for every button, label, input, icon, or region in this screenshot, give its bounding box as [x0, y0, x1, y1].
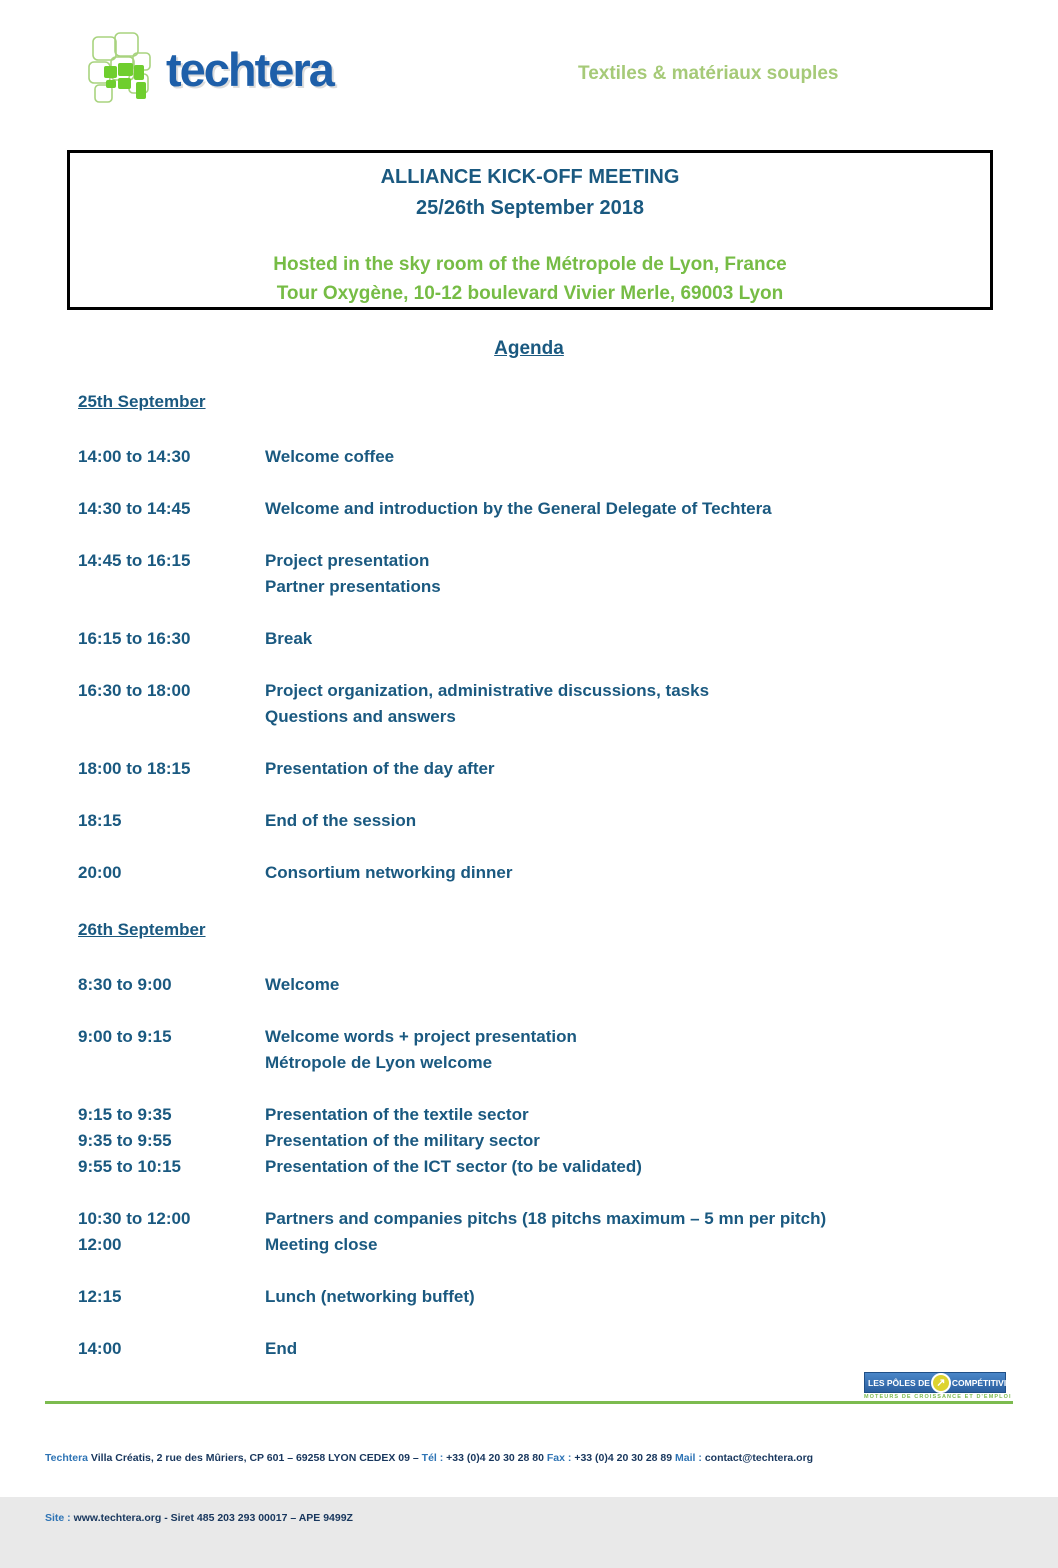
footer-fax-value: +33 (0)4 20 30 28 89 — [574, 1452, 676, 1464]
agenda-line: Break — [265, 629, 313, 648]
agenda-row — [78, 626, 978, 652]
footer-tel-value: +33 (0)4 20 30 28 80 — [446, 1452, 547, 1464]
poles-arrow-icon: ↗ — [931, 1373, 951, 1393]
footer-mail-label: Mail : — [675, 1452, 705, 1464]
footer-line-2 — [45, 1508, 1025, 1528]
agenda-time: 16:15 to 16:30 — [78, 629, 191, 648]
agenda-line: Presentation of the textile sector — [265, 1105, 529, 1124]
techtera-wordmark: techtera — [166, 42, 333, 96]
agenda-time: 9:00 to 9:15 — [78, 1027, 172, 1046]
agenda-line: Consortium networking dinner — [265, 863, 513, 882]
agenda-line: Welcome words + project presentation — [265, 1027, 577, 1046]
agenda-row — [78, 678, 978, 730]
agenda-row — [78, 1102, 978, 1128]
agenda-line: Partners and companies pitchs (18 pitchs maximum – 5 mn per pitch) — [265, 1209, 827, 1228]
agenda-row — [78, 1284, 978, 1310]
techtera-logo-icon — [84, 30, 156, 108]
agenda-time: 14:45 to 16:15 — [78, 551, 191, 570]
agenda-body — [78, 392, 978, 1388]
agenda-row — [78, 548, 978, 600]
agenda-lines — [265, 548, 978, 600]
agenda-row — [78, 1206, 978, 1232]
footer-address: Villa Créatis, 2 rue des Mûriers, CP 601 – 69258 LYON CEDEX 09 – — [88, 1452, 422, 1464]
agenda-lines — [265, 1024, 978, 1076]
agenda-row — [78, 1128, 978, 1154]
footer-site-label: Site : — [45, 1512, 74, 1524]
poles-logo-right-text: COMPÉTITIVITÉ — [951, 1377, 1018, 1388]
agenda-time: 18:15 — [78, 811, 122, 830]
poles-logo-left-text: LES PÔLES DE — [868, 1377, 930, 1388]
agenda-time: 20:00 — [78, 863, 122, 882]
brand-tagline: Textiles & matériaux souples — [578, 63, 839, 84]
agenda-time: 9:55 to 10:15 — [78, 1157, 181, 1176]
footer-mail-value: contact@techtera.org — [704, 1452, 814, 1464]
poles-competitivite-logo — [864, 1372, 1018, 1400]
footer-brand: Techtera — [45, 1452, 88, 1464]
footer-divider — [45, 1401, 1013, 1404]
techtera-brand — [84, 30, 333, 108]
agenda-row — [78, 972, 978, 998]
agenda-row — [78, 1232, 978, 1258]
section-title-25th: 25th September — [78, 392, 206, 411]
agenda-line: Presentation of the day after — [265, 759, 495, 778]
agenda-line: End of the session — [265, 811, 417, 830]
agenda-section-25th — [78, 392, 978, 886]
agenda-row — [78, 1154, 978, 1180]
agenda-line: Welcome — [265, 975, 340, 994]
venue-line-2: Tour Oxygène, 10-12 boulevard Vivier Merle, 69003 Lyon — [276, 283, 784, 304]
footer-tel-label: Tél : — [421, 1452, 447, 1464]
agenda-lines — [265, 678, 978, 730]
agenda-section-26th — [78, 920, 978, 1362]
agenda-row — [78, 860, 978, 886]
agenda-line: Project organization, administrative discussions, tasks — [265, 681, 710, 700]
agenda-row — [78, 496, 978, 522]
agenda-row — [78, 808, 978, 834]
agenda-line: End — [265, 1339, 298, 1358]
agenda-row — [78, 756, 978, 782]
agenda-row — [78, 1336, 978, 1362]
footer-fax-label: Fax : — [546, 1452, 575, 1464]
agenda-heading: Agenda — [494, 338, 564, 359]
agenda-line: Partner presentations — [265, 577, 441, 596]
venue-line-1: Hosted in the sky room of the Métropole de Lyon, France — [273, 254, 787, 275]
meeting-title: ALLIANCE KICK-OFF MEETING — [380, 166, 680, 188]
footer-site-value: www.techtera.org - Siret 485 203 293 00017 – APE 9499Z — [73, 1512, 353, 1524]
agenda-line: Lunch (networking buffet) — [265, 1287, 475, 1306]
agenda-line: Presentation of the military sector — [265, 1131, 540, 1150]
agenda-time: 18:00 to 18:15 — [78, 759, 191, 778]
section-title-26th: 26th September — [78, 920, 206, 939]
agenda-line: Welcome coffee — [265, 447, 395, 466]
agenda-line: Presentation of the ICT sector (to be validated) — [265, 1157, 642, 1176]
agenda-line: Welcome and introduction by the General Delegate of Techtera — [265, 499, 772, 518]
agenda-line: Meeting close — [265, 1235, 378, 1254]
meeting-date: 25/26th September 2018 — [416, 197, 644, 219]
agenda-time: 8:30 to 9:00 — [78, 975, 172, 994]
footer-line-1 — [45, 1448, 1025, 1468]
agenda-line: Project presentation — [265, 551, 430, 570]
agenda-time: 12:00 — [78, 1235, 122, 1254]
agenda-time: 9:15 to 9:35 — [78, 1105, 172, 1124]
meeting-header-box — [67, 150, 993, 310]
poles-logo-tagline: MOTEURS DE CROISSANCE ET D'EMPLOI — [864, 1394, 1012, 1400]
agenda-time: 10:30 to 12:00 — [78, 1209, 191, 1228]
footer — [45, 1408, 1025, 1568]
agenda-line: Métropole de Lyon welcome — [265, 1053, 493, 1072]
agenda-time: 16:30 to 18:00 — [78, 681, 191, 700]
agenda-row — [78, 444, 978, 470]
agenda-time: 14:00 — [78, 1339, 122, 1358]
agenda-time: 12:15 — [78, 1287, 122, 1306]
agenda-time: 14:30 to 14:45 — [78, 499, 191, 518]
agenda-time: 14:00 to 14:30 — [78, 447, 191, 466]
agenda-row — [78, 1024, 978, 1076]
agenda-line: Questions and answers — [265, 707, 456, 726]
agenda-time: 9:35 to 9:55 — [78, 1131, 172, 1150]
